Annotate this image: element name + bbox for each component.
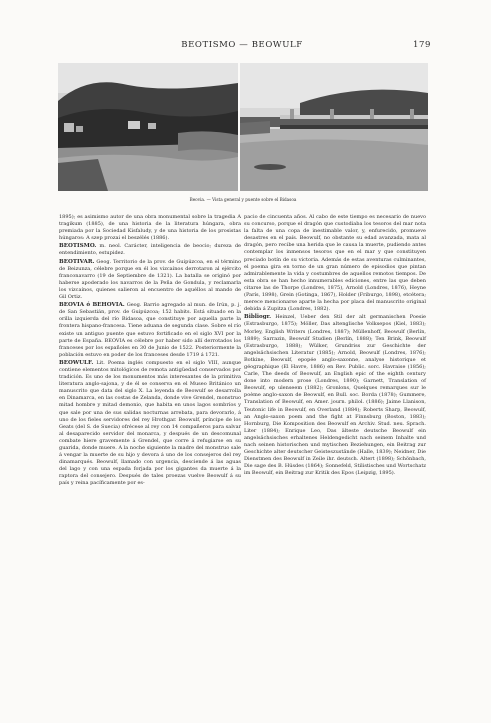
left-column bbox=[59, 214, 241, 488]
page-number: 179 bbox=[412, 40, 431, 50]
right-column bbox=[244, 214, 426, 477]
running-head bbox=[0, 40, 491, 52]
entry-beotismo: BEOTISMO. m. neol. Carácter, inteligencia de beocio; dureza de entendimiento, estupidez. bbox=[59, 243, 241, 257]
entry-beovia: BEOVIA ó BEHOVIA. Geog. Barrio agregado al mun. de Irún, p. j. de San Sebastián, prov. de Guipúzcoa; 152 habits. Está situado en la orilla izquierda del río Bidasoa, que constituye por aquella parte la frontera hispano-francesa. Tiene aduana de segunda clase. Sobre el río existe un antiguo puente que estuvo fortificado en el siglo XVI por la parte de España. BEOVIA es célebre por haber sido allí derrotados los franceses por los españoles en 30 de Junio de 1522. Posteriormente la población estuvo en poder de los franceses desde 1719 á 1721. bbox=[59, 302, 242, 358]
running-title: BEOTISMO — BEOWULF bbox=[181, 40, 303, 50]
entry-beowulf: BEOWULF. Lit. Poema inglés compuesto en el siglo VIII, aunque contiene elementos mitológicos de remota antigüedad conservados por tradición. Es uno de los monumentos más interesantes de la primitiva literatura anglo-sajona, y de él se conserva en el Museo Británico un manuscrito que data del siglo X. La leyenda de Beowulf se desarrolla en Dinamarca, en las costas de Zelanda, donde vive Grendel, monstruo mitad hombre y mitad demonio, que habita en unos lagos sombríos y que sale por una de sus salidas nocturnas arrebata, para devorarlo, á uno de los fieles servidores del rey Hrothgar. Beowulf, príncipe de los Geats (del S. de Suecia) ofrécese al rey con 14 compañeros para salvar al desaparecido servidor del monarca, y después de un descomunal combate hiere gravemente á Grendel, que corre á refugiarse en su guarida, donde muere. A la noche siguiente la madre del monstruo sale á vengar la muerte de su hijo y devora á uno de los consejeros del rey dinamarqués. Beowulf, llamado con urgencia, desciende á las aguas del lago y con una espada forjada por los gigantes da muerte á la raptora del consejero. Después de tales proezas vuelve Beowulf á su país y reina pacíficamente por es- bbox=[59, 359, 241, 487]
entry-bibliography: Bibliogr. Heinzel, Ueber den Stil der alt germanischen Poesie (Estrasburgo, 1875); Möller, Das altenglische Volksepos (Kiel, 1883); Morley, English Writers (Londres, 1887); Müllenhoff, Beowulf (Berlín, 1889); Sarrazin, Beowulf Studien (Berlín, 1888); Ten Brink, Beowulf (Estrasburgo, 1888); Wülker, Grundriss zur Geschichte der angelsächsischen Literatur (1885); Arnold, Beowulf (Londres, 1876); Botkine, Beowulf, epopée anglo-saxonne, analyse historique et géographique (El Havre, 1886) en Rev. Public. sorc. Havraise (1856); Carle, The deeds of Beowulf, an English epic of the eighth century done into modern prose (Londres, 1890); Garnett, Translation of Beowulf, ep ulenseem (1882); Gronlons, Quelques remarques sur le poème anglo-saxon de Beowulf, en Bull. soc. Borda (1878); Gummere, Translation of Beowulf, en Amer. journ. philol. (1886); Jaime Llanison, Teutonic life in Beowulf, en Overland (1884); Roberts Sharp, Beowulf, an Anglo-saxon poem and the fight at Finnsburg (Boston, 1883); Hornburg, Die Komposition des Beowulf en Archiv. Stud. neu. Sprach. Liter (1884); Enrique Leo, Das älteste deutsche Beowulf ein angelsächsisches erhaltenes Heldengedicht nach seinem Inhalte und nach seinen historischen und mytischen Beziehungen, ein Beitrag zur Geschichte alter deutscher Geisteszustände (Halle, 1839); Neidner, Die Dienstmen des Beowulf in Zeile ihr. deutsch. Altert (1898); Schönbach, Die sage des B. Hüsdes (1864); Sonnefeld, Stilistisches und Wortschatz im Beowulf, ein Beitrag zur Kritik des Epos (Leipzig, 1895). bbox=[244, 314, 426, 477]
entry-beotivar: BEOTIVAR. Geog. Territorio de la prov. de Guipúzcoa, en el término de Beizunza, célebre porque en él los vizcaínos derrotaron al ejército franconavarro (19 de Septiembre de 1321). La batalla se originó por haberse apoderado los navarros de la Peña de Gondula, y reclamarla los vizcaínos, quienes salieron al encuentro de aquéllos al mando de Gil Ortiz. bbox=[59, 258, 241, 301]
photo-bridge bbox=[240, 63, 428, 191]
entry-beowulf-cont: pacio de cincuenta años. Al cabo de este tiempo es necesario de nuevo su concurso, porque el dragón que custodiaba los tesoros del mar nota la falta de una copa de inestimable valor, y, enfurecido, promueve desastres en el país. Beowulf, no obstante su edad avanzada, mata al dragón, pero recibe una herida que le causa la muerte, pudiendo antes contemplar los inmensos tesoros que en el mar y que constituyen preciado botín de su victoria. Además de estas aventuras culminantes, el poema gira en torno de un gran número de episodios que pintan admirablemente la vida y costumbres de aquellos remotos tiempos. De esta obra se han hecho innumerables ediciones, entre las que deben citarse las de Thorpe (Londres, 1875), Arnold (Londres, 1876), Heyne (París, 1898), Grein (Gotinga, 1867), Holder (Friburgo, 1898), etcétera; merece mencionarse aparte la hecha por placa del manuscrito original debida á Zupitza (Londres, 1882). bbox=[244, 214, 426, 313]
entry-kisfaludy: 1895); es asimismo autor de una obra monumental sobre la tragedia A tragikum (1885), de una historia de la literatura húngara, obra premiada por la Sociedad Kisfaludy, y de una historia de los prosistas húngaros: A szep prozai el beszélés (1886). bbox=[59, 214, 241, 242]
photo-landscape bbox=[58, 63, 238, 191]
figure-caption: Beovia. — Vista general y puente sobre el Bidasoa bbox=[189, 197, 297, 202]
